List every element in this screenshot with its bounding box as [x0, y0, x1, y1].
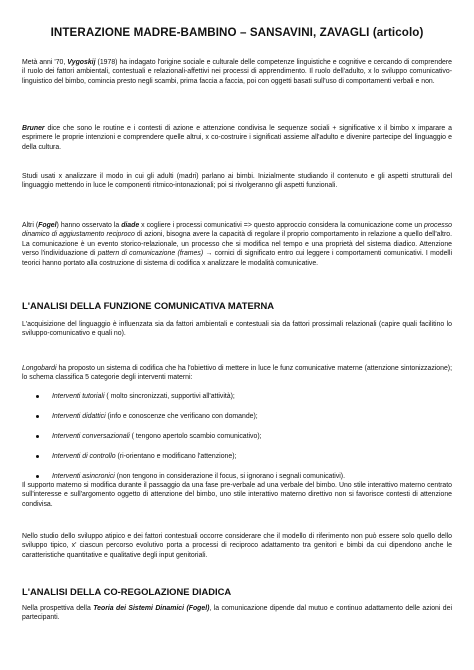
item-text: (info e conoscenze che verificano con domande);	[105, 413, 258, 420]
list-item	[36, 452, 446, 461]
paragraph-maternal-support: Il supporto materno si modifica durante il passaggio da una fase pre-verbale ad una verbale del bimbo. Uno stile interattivo materno centrato sull'interesse e sull'argomento oggetto di attenzione del bimbo, uno stile interattivo materno direttivo non si favorisce contesti di attenzione condivisa.	[22, 482, 452, 508]
item-text: (non tengono in considerazione il focus, si ignorano i segnali comunicativi).	[114, 473, 346, 480]
page-title: INTERAZIONE MADRE-BAMBINO – SANSAVINI, ZAVAGLI (articolo)	[50, 26, 424, 39]
text-run: ) hanno osservato la	[56, 222, 122, 229]
author-name: Bruner	[22, 125, 45, 132]
paragraph-studies: Studi usati x analizzare il modo in cui gli adulti (madri) parlano ai bimbi. Inizialmente studiando il contenuto e gli aspetti strutturali del linguaggio mettendo in luce le componenti ritmico-intonazionali; poi si rivolgeranno gli aspetti funzionali.	[22, 173, 452, 190]
item-term: Interventi tutoriali	[52, 393, 105, 400]
text-run: Altri (	[22, 222, 39, 229]
list-item	[36, 412, 446, 421]
author-name: Fogel	[38, 222, 57, 229]
text-run: x cogliere i processi comunicativi => questo approccio considera la comunicazione come un	[139, 222, 425, 229]
text-run: di azioni, bisogna avere la capacità di regolare il proprio comportamento in relazione a quello dell'altro. La comunicazione è un evento storico-relazionale, un processo che si modifica nel tempo e una proprietà del sistema diadico. Attenzione verso l'individuazione di	[22, 231, 452, 258]
term-diade: diade	[121, 222, 140, 229]
text-run: → cornici di significato entro cui leggere i comportamenti comunicativi. I modelli teorici hanno portato alla costruzione di sistema di codifica x analizzare le modalità comunicative.	[22, 250, 452, 267]
item-text: ( tengono apertolo scambio comunicativo);	[129, 433, 262, 440]
section-heading-co-regulation: L'ANALISI DELLA CO-REGOLAZIONE DIADICA	[22, 586, 232, 597]
item-text: ( molto sincronizzati, supportivi all'attività);	[104, 393, 235, 400]
item-term: Interventi didattici	[52, 413, 106, 420]
paragraph-dynamic-systems	[22, 604, 452, 623]
text-run: , la comunicazione dipende dal mutuo e continuo adattamento delle azioni dei partecipanti.	[22, 605, 452, 622]
list-item	[36, 392, 446, 401]
text-run: Nella prospettiva della	[22, 605, 94, 612]
paragraph-fogel	[22, 221, 452, 268]
text-run: (1978) ha indagato l'origine sociale e culturale delle competenze linguistiche e cognitive e cercando di comprendere il ruolo dei fattori ambientali, contestuali e relazionali-affettivi nei processi di apprendimento. Il ruolo dell'adulto, x lo sviluppo comunicativo-linguistico del bimbo, comincia presto negli scambi, prima faccia a faccia, poi con oggetti basati sull'uso di comportamenti verbali e non.	[22, 59, 453, 85]
paragraph-vygotskij	[22, 58, 452, 86]
bullet-icon	[36, 435, 39, 438]
text-run: dice che sono le routine e i contesti di azione e attenzione condivisa le sequenze sociali + significative x il bimbo x imparare a esprimere le proprie intenzioni e comprendere quelle altrui, x co-costruire i significati assieme all'adulto e divenire partecipe del linguaggio e della cultura.	[22, 125, 452, 151]
bullet-icon	[36, 475, 39, 478]
bullet-icon	[36, 455, 39, 458]
bullet-icon	[36, 395, 39, 398]
text-run: ha proposto un sistema di codifica che ha l'obiettivo di mettere in luce le funz comunicative materne (attenzione sintonizzazione); lo schema classifica 5 categorie degli interventi materni:	[22, 365, 452, 382]
paragraph-acquisition: L'acquisizione del linguaggio è influenzata sia da fattori ambientali e contestuali sia da fattori prossimali relazionali (capire quali facilitino lo sviluppo-comunicativo e quali no).	[22, 321, 452, 338]
paragraph-atypical-development: Nello studio dello sviluppo atipico e dei fattori contestuali occorre considerare che il modello di riferimento non può essere solo quello dello sviluppo tipico, x' ciascun percorso evolutivo porta a processi di reciproco adattamento tra genitori e bimbi da cui dipendono anche le caratteristiche quantitative e qualitative degli input genitoriali.	[22, 533, 452, 559]
document-page	[22, 26, 452, 59]
paragraph-longobardi	[22, 364, 452, 383]
bullet-icon	[36, 415, 39, 418]
term-process: processo dinamico di aggiustamento reciproco	[22, 222, 453, 239]
author-name: Vygoskij	[67, 59, 96, 66]
list-item	[36, 472, 446, 481]
term-pattern: pattern di comunicazione (frames)	[97, 250, 204, 258]
theory-name: Teoria dei Sistemi Dinamici (Fogel)	[93, 605, 210, 612]
item-term: Interventi di controllo	[52, 453, 116, 460]
intervention-list	[36, 392, 446, 481]
paragraph-bruner	[22, 124, 452, 152]
text-run: Metà anni '70,	[22, 59, 68, 66]
item-term: Interventi conversazionali	[52, 433, 130, 440]
item-text: (ri-orientano e modificano l'attenzione);	[115, 453, 237, 460]
list-item	[36, 432, 446, 441]
author-name: Longobardi	[22, 365, 57, 372]
item-term: Interventi asincronici	[52, 473, 115, 480]
section-heading-maternal-function: L'ANALISI DELLA FUNZIONE COMUNICATIVA MATERNA	[22, 300, 275, 311]
